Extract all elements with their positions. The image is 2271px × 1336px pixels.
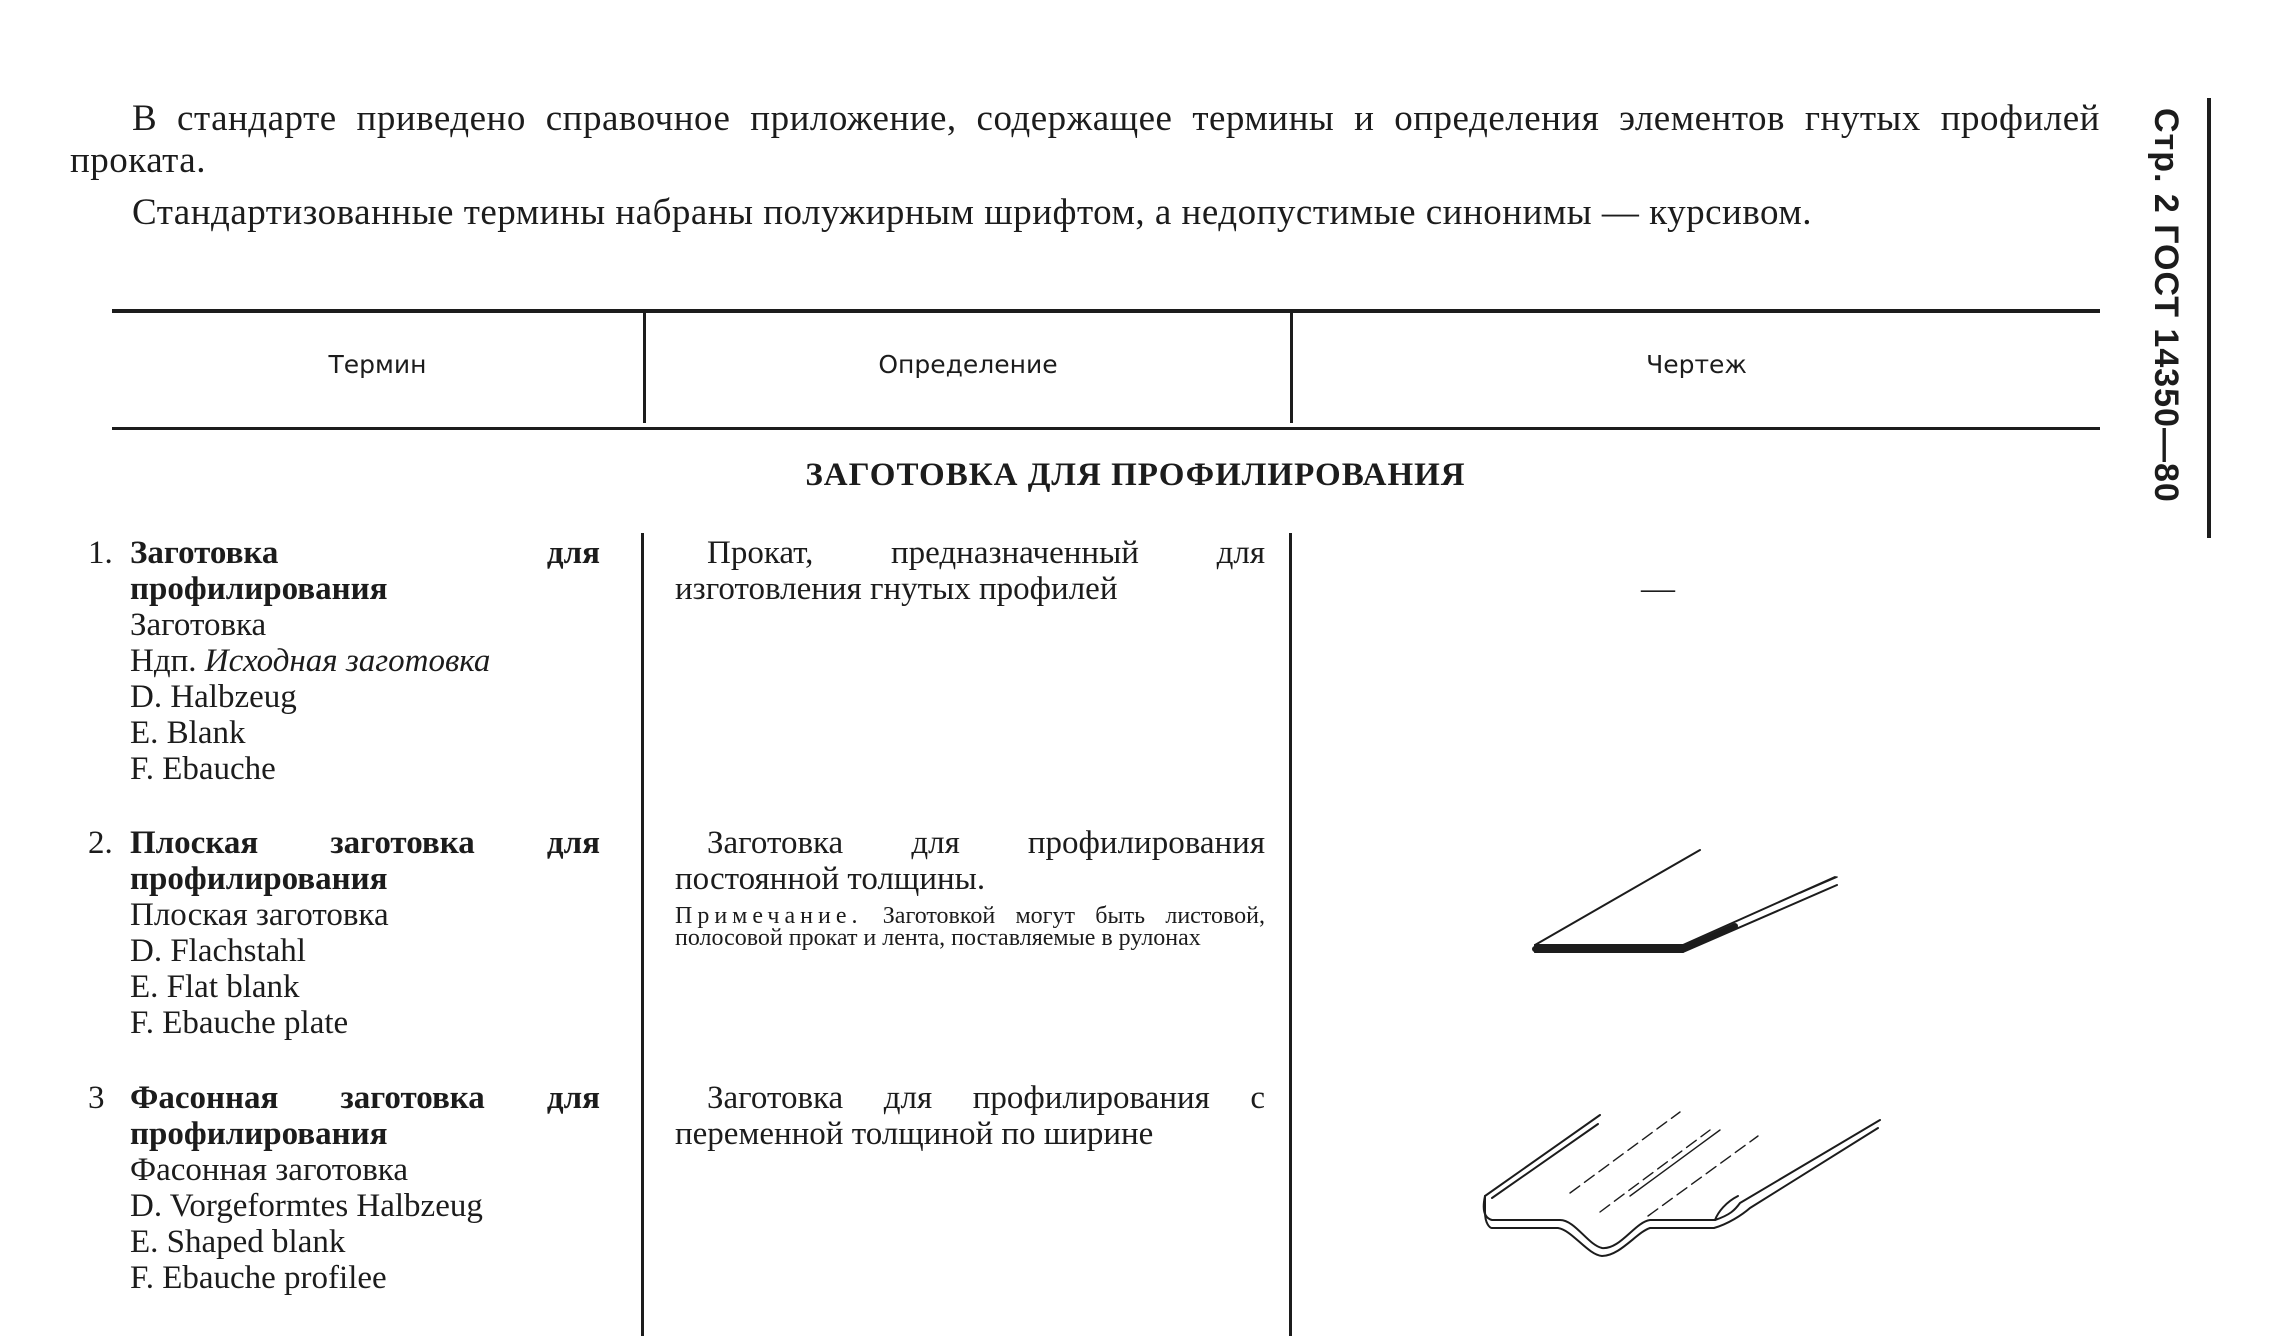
header-drawing: Чертеж xyxy=(1646,350,1747,379)
note-text: Заготовкой могут быть листовой, полосовой прокат и лента, поставляемые в рулонах xyxy=(675,903,1265,951)
term-german: D. Halbzeug xyxy=(130,679,297,715)
note-label: Примечание. xyxy=(675,903,863,929)
term-short: Фасонная заготовка xyxy=(130,1152,408,1188)
term-english: E. Flat blank xyxy=(130,969,300,1005)
definition-2 xyxy=(675,825,1265,949)
term-number: 1. xyxy=(88,535,113,571)
term-deprecated xyxy=(130,643,600,679)
definition-1 xyxy=(675,535,1265,607)
shaped-blank-drawing xyxy=(1480,1100,1900,1270)
drawing-empty-dash: — xyxy=(1641,570,1675,607)
term-entry-3 xyxy=(70,1080,600,1296)
definition-text: Заготовка для профилирования с переменной толщиной по ширине xyxy=(675,1080,1265,1152)
header-term: Термин xyxy=(328,350,427,379)
intro-paragraph-2: Стандартизованные термины набраны полужирным шрифтом, а недопустимые синонимы — курсивом. xyxy=(132,192,1812,233)
table-header-rule xyxy=(112,427,2100,430)
page-header-side: Стр. 2 ГОСТ 14350—80 xyxy=(2147,108,2185,503)
definition-text: Прокат, предназначенный для изготовления гнутых профилей xyxy=(675,535,1265,607)
term-name: Заготовка для профилирования xyxy=(130,535,600,607)
term-name: Фасонная заготовка для профилирования xyxy=(130,1080,600,1152)
term-number: 2. xyxy=(88,825,113,861)
definition-3 xyxy=(675,1080,1265,1152)
deprecated-prefix: Ндп. xyxy=(130,643,197,679)
definition-text: Заготовка для профилирования постоянной толщины. xyxy=(675,825,1265,897)
term-english: E. Shaped blank xyxy=(130,1224,346,1260)
term-german: D. Flachstahl xyxy=(130,933,306,969)
term-english: E. Blank xyxy=(130,715,246,751)
term-french: F. Ebauche plate xyxy=(130,1005,349,1041)
term-french: F. Ebauche xyxy=(130,751,276,787)
body-divider-2 xyxy=(1289,533,1292,1336)
flat-blank-drawing xyxy=(1525,845,1845,975)
intro-paragraph-1: В стандарте приведено справочное приложение, содержащее термины и определения элементов гнутых профилей проката. xyxy=(70,98,2100,181)
intro-text xyxy=(70,98,2100,234)
term-entry-2 xyxy=(70,825,600,1041)
term-french: F. Ebauche profilee xyxy=(130,1260,387,1296)
term-number: 3 xyxy=(88,1080,105,1116)
deprecated-synonym: Исходная заготовка xyxy=(204,643,491,679)
definition-note xyxy=(675,905,1265,949)
term-entry-1 xyxy=(70,535,600,787)
term-name: Плоская заготовка для профилирования xyxy=(130,825,600,897)
table-top-rule xyxy=(112,309,2100,313)
term-german: D. Vorgeformtes Halbzeug xyxy=(130,1188,483,1224)
header-definition: Определение xyxy=(878,350,1058,379)
section-title: ЗАГОТОВКА ДЛЯ ПРОФИЛИРОВАНИЯ xyxy=(805,457,1466,493)
term-short: Заготовка xyxy=(130,607,267,643)
body-divider-1 xyxy=(641,533,644,1336)
term-short: Плоская заготовка xyxy=(130,897,389,933)
